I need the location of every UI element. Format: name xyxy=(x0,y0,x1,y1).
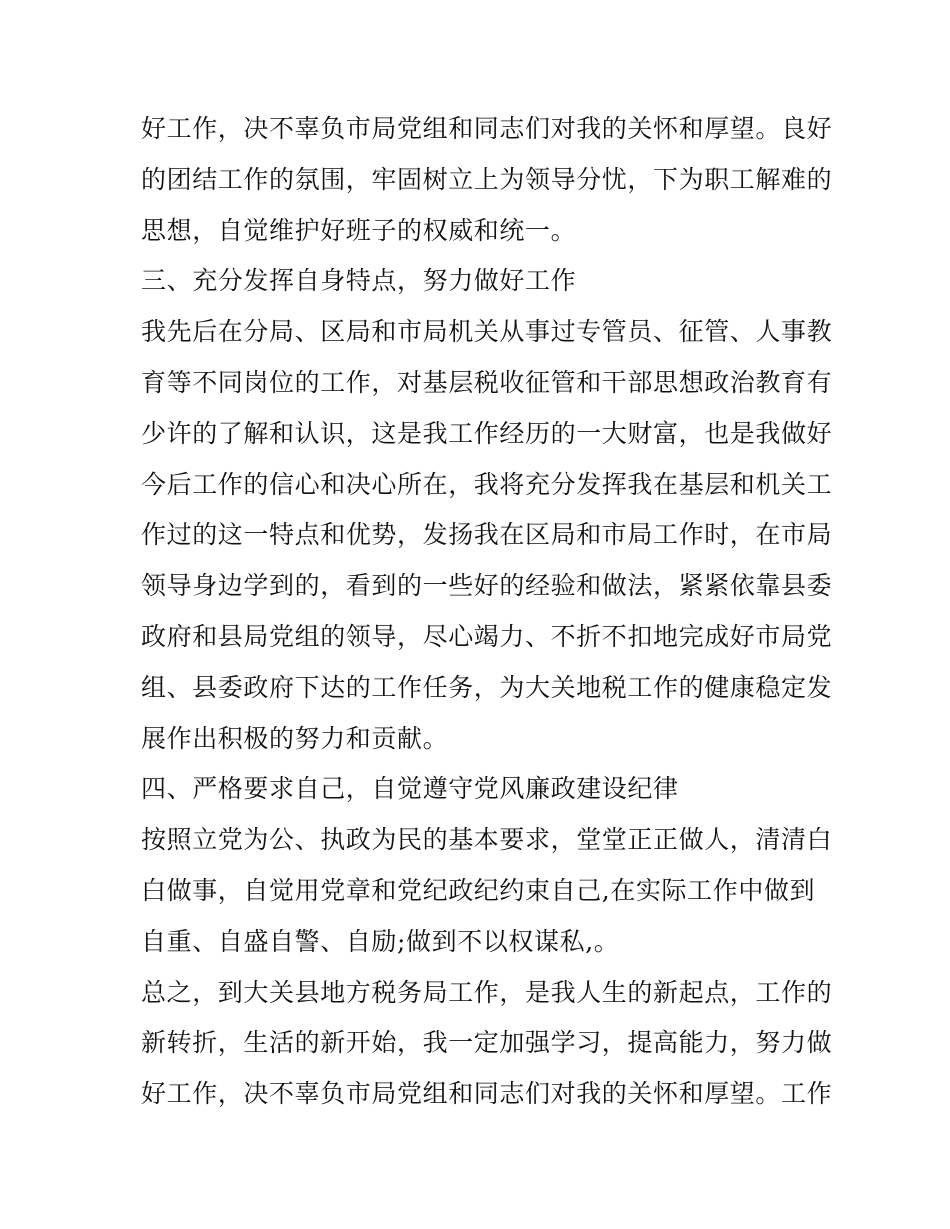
body-text xyxy=(141,104,833,1120)
text-line: 白做事，自觉用党章和党纪政纪约束自己,在实际工作中做到 xyxy=(141,875,816,905)
text-line: 少许的了解和认识，这是我工作经历的一大财富，也是我做好 xyxy=(141,418,833,448)
text-line: 按照立党为公、执政为民的基本要求，堂堂正正做人，清清白 xyxy=(141,825,833,855)
text-line: 组、县委政府下达的工作任务，为大关地税工作的健康稳定发 xyxy=(141,672,833,702)
text-line: 总之，到大关县地方税务局工作，是我人生的新起点，工作的 xyxy=(141,977,833,1007)
text-line: 的团结工作的氛围，牢固树立上为领导分忧，下为职工解难的 xyxy=(141,164,833,194)
text-line: 我先后在分局、区局和市局机关从事过专管员、征管、人事教 xyxy=(141,317,833,347)
text-line: 思想，自觉维护好班子的权威和统一。 xyxy=(141,215,577,245)
text-line: 作过的这一特点和优势，发扬我在区局和市局工作时，在市局 xyxy=(141,520,833,550)
text-line: 好工作，决不辜负市局党组和同志们对我的关怀和厚望。工作 xyxy=(141,1079,833,1109)
section-heading-3: 三、充分发挥自身特点，努力做好工作 xyxy=(141,266,577,296)
section-heading-4: 四、严格要求自己，自觉遵守党风廉政建设纪律 xyxy=(141,774,679,804)
text-line: 领导身边学到的，看到的一些好的经验和做法，紧紧依靠县委 xyxy=(141,571,833,601)
text-line: 今后工作的信心和决心所在，我将充分发挥我在基层和机关工 xyxy=(141,469,833,499)
text-line: 政府和县局党组的领导，尽心竭力、不折不扣地完成好市局党 xyxy=(141,621,833,651)
text-line: 展作出积极的努力和贡献。 xyxy=(141,723,449,753)
text-line: 育等不同岗位的工作，对基层税收征管和干部思想政治教育有 xyxy=(141,367,833,397)
text-line: 好工作，决不辜负市局党组和同志们对我的关怀和厚望。良好 xyxy=(141,114,833,143)
text-line: 自重、自盛自警、自励;做到不以权谋私,。 xyxy=(141,926,620,956)
text-line: 新转折，生活的新开始，我一定加强学习，提高能力，努力做 xyxy=(141,1028,833,1058)
